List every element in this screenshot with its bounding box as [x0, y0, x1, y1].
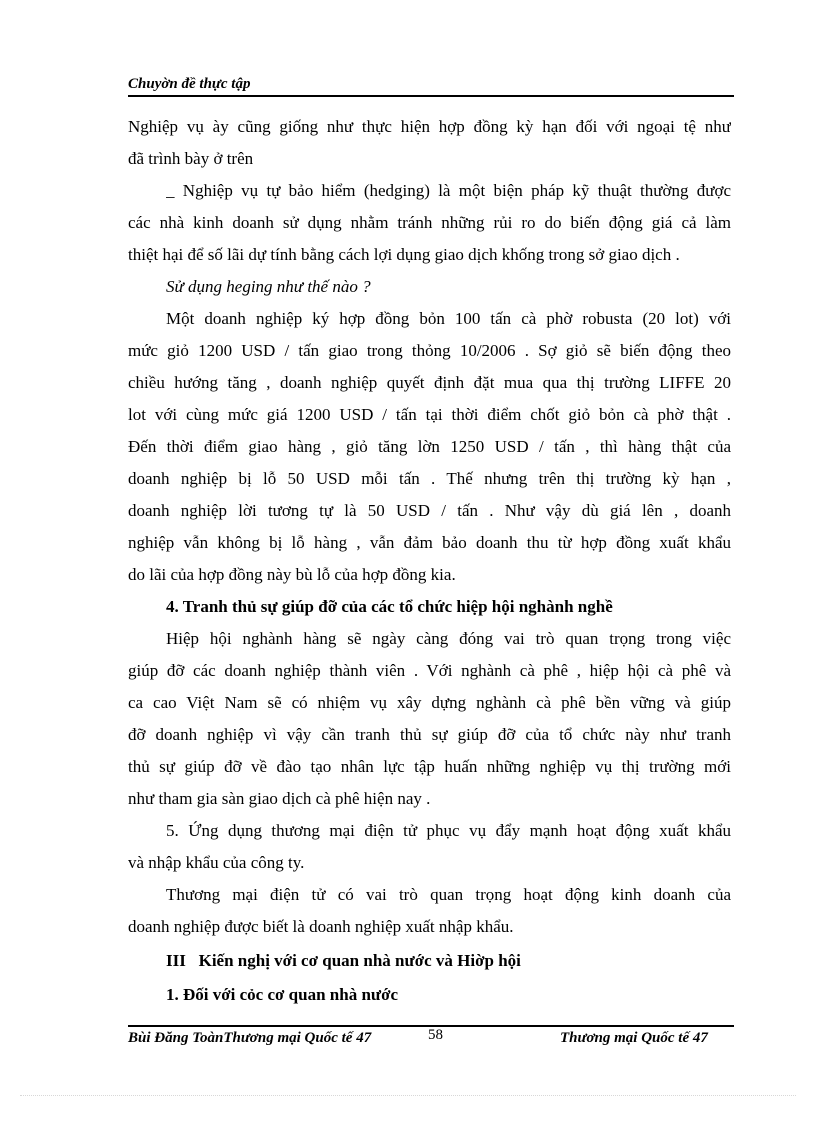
- body-line: Nghiệp vụ ày cũng giống như thực hiện hợp đồng kỳ hạn đối với ngoại tệ như: [128, 117, 731, 136]
- footer-author: Bùi Đăng ToànThương mại Quốc tế 47: [128, 1030, 372, 1046]
- body-line: Hiệp hội nghành hàng sẽ ngày càng đóng vai trò quan trọng trong việc: [166, 629, 731, 648]
- body-line: Một doanh nghiệp ký hợp đồng bỏn 100 tấn cà phờ robusta (20 lot) với: [166, 309, 731, 328]
- section-heading: 4. Tranh thủ sự giúp đỡ của các tổ chức hiệp hội nghành nghề: [166, 597, 613, 616]
- body-line: giúp đỡ các doanh nghiệp thành viên . Với nghành cà phê , hiệp hội cà phê và: [128, 661, 731, 680]
- body-line: lot với cùng mức giá 1200 USD / tấn tại thời điểm chốt giỏ bỏn cà phờ thật .: [128, 405, 731, 424]
- section-heading: III Kiến nghị với cơ quan nhà nước và Hiờp hội: [166, 951, 521, 970]
- page-bottom-border: [20, 1095, 796, 1096]
- body-line-italic: Sử dụng heging như thế nào ?: [166, 277, 371, 296]
- body-line: doanh nghiệp lời tương tự là 50 USD / tấn . Như vậy dù giá lên , doanh: [128, 501, 731, 520]
- subsection-heading: 1. Đối với cỏc cơ quan nhà nước: [166, 985, 399, 1004]
- body-line: ca cao Việt Nam sẽ có nhiệm vụ xây dựng nghành cà phê bền vững và giúp: [128, 693, 731, 712]
- body-line: mức giỏ 1200 USD / tấn giao trong thỏng 10/2006 . Sợ giỏ sẽ biến động theo: [128, 341, 731, 360]
- body-line: Thương mại điện tử có vai trò quan trọng hoạt động kinh doanh của: [166, 885, 731, 904]
- body-line: thủ sự giúp đỡ về đào tạo nhân lực tập huấn những nghiệp vụ thị trường mới: [128, 757, 731, 776]
- section-heading: 5. Ứng dụng thương mại điện tử phục vụ đẩy mạnh hoạt động xuất khẩu: [166, 821, 731, 840]
- body-line: do lãi của hợp đồng này bù lỗ của hợp đồng kia.: [128, 565, 456, 584]
- body-line: chiều hướng tăng , doanh nghiệp quyết định đặt mua qua thị trường LIFFE 20: [128, 373, 731, 392]
- page-number: 58: [428, 1027, 443, 1043]
- body-line: và nhập khẩu của công ty.: [128, 853, 305, 872]
- page-header-title: Chuyờn đề thực tập: [128, 76, 251, 92]
- body-line: Đến thời điểm giao hàng , giỏ tăng lờn 1250 USD / tấn , thì hàng thật của: [128, 437, 731, 456]
- body-line: các nhà kinh doanh sử dụng nhằm tránh những rủi ro do biến động giá cả làm: [128, 213, 731, 232]
- body-line: doanh nghiệp bị lỗ 50 USD mỗi tấn . Thế nhưng trên thị trường kỳ hạn ,: [128, 469, 731, 488]
- body-line: đã trình bày ở trên: [128, 149, 254, 168]
- body-line: _ Nghiệp vụ tự bảo hiểm (hedging) là một biện pháp kỹ thuật thường được: [166, 181, 731, 200]
- body-line: thiệt hại để số lãi dự tính bằng cách lợi dụng giao dịch khống trong sở giao dịch .: [128, 245, 680, 264]
- body-line: nghiệp vẫn không bị lỗ hàng , vẫn đảm bảo doanh thu từ hợp đồng xuất khẩu: [128, 533, 731, 552]
- footer-class: Thương mại Quốc tế 47: [560, 1030, 708, 1046]
- body-line: đỡ doanh nghiệp vì vậy cần tranh thủ sự giúp đỡ của tổ chức này như tranh: [128, 725, 731, 744]
- body-line: doanh nghiệp được biết là doanh nghiệp xuất nhập khẩu.: [128, 917, 514, 936]
- header-rule: [128, 95, 734, 97]
- body-line: như tham gia sàn giao dịch cà phê hiện nay .: [128, 789, 431, 808]
